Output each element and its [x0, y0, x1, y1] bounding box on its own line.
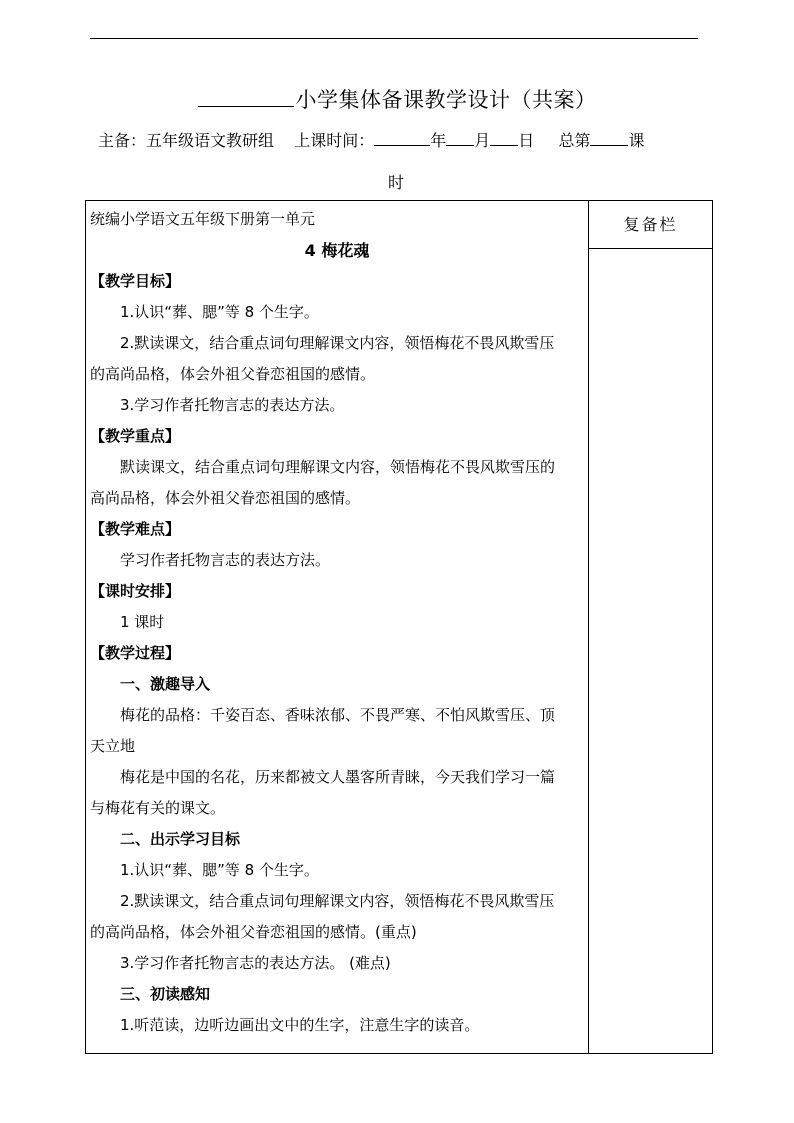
lesson-label-continued: 时 [388, 173, 405, 192]
month-blank [446, 129, 474, 146]
lesson-info [98, 129, 698, 151]
section-heading: 【教学过程】 [90, 644, 181, 662]
section-heading: 【教学目标】 [90, 272, 181, 290]
section-heading: 【课时安排】 [90, 582, 181, 600]
lesson-content [90, 204, 584, 1041]
total-label: 总第 [558, 131, 591, 150]
text-line: 的高尚品格，体会外祖父眷恋祖国的感情。(重点) [90, 923, 417, 941]
time-label: 上课时间： [294, 131, 375, 150]
text-line: 与梅花有关的课文。 [90, 799, 226, 817]
section-heading: 【教学重点】 [90, 427, 181, 445]
text-line: 高尚品格，体会外祖父眷恋祖国的感情。 [90, 489, 361, 507]
text-line: 1.听范读，边听边画出文中的生字，注意生字的读音。 [120, 1016, 480, 1034]
text-line: 3.学习作者托物言志的表达方法。 [120, 396, 345, 414]
day-blank [490, 129, 518, 146]
school-name-blank [198, 86, 294, 107]
lesson-title: 4 梅花魂 [304, 241, 370, 260]
day-label: 日 [518, 131, 535, 150]
section-heading: 【教学难点】 [90, 520, 181, 538]
document-title [0, 84, 794, 114]
text-line: 的高尚品格，体会外祖父眷恋祖国的感情。 [90, 365, 376, 383]
text-line: 默读课文，结合重点词句理解课文内容，领悟梅花不畏风欺雪压的 [120, 458, 556, 476]
year-label: 年 [430, 131, 447, 150]
month-label: 月 [474, 131, 491, 150]
review-column-header: 复备栏 [623, 215, 678, 234]
text-line: 2.默读课文，结合重点词句理解课文内容，领悟梅花不畏风欺雪压 [120, 334, 555, 352]
year-blank [374, 129, 430, 146]
lesson-count-blank [590, 129, 628, 146]
unit-line: 统编小学语文五年级下册第一单元 [90, 210, 316, 228]
text-line: 1 课时 [120, 613, 165, 631]
text-line: 梅花的品格：千姿百态、香味浓郁、不畏严寒、不怕风欺雪压、顶 [120, 706, 556, 724]
host-label: 主备：五年级语文教研组 [98, 131, 275, 150]
text-line: 2.默读课文，结合重点词句理解课文内容，领悟梅花不畏风欺雪压 [120, 892, 555, 910]
subsection-heading: 三、初读感知 [120, 985, 211, 1003]
text-line: 1.认识“葬、腮”等 8 个生字。 [120, 861, 319, 879]
text-line: 学习作者托物言志的表达方法。 [120, 551, 331, 569]
header-rule [90, 38, 698, 39]
text-line: 3.学习作者托物言志的表达方法。 (难点) [120, 954, 391, 972]
text-line: 梅花是中国的名花，历来都被文人墨客所青睐，今天我们学习一篇 [120, 768, 556, 786]
subsection-heading: 二、出示学习目标 [120, 830, 241, 848]
text-line: 天立地 [90, 737, 136, 755]
subsection-heading: 一、激趣导入 [120, 675, 211, 693]
lesson-label: 课 [628, 131, 645, 150]
side-header-rule [588, 248, 713, 249]
text-line: 1.认识“葬、腮”等 8 个生字。 [120, 303, 319, 321]
title-text: 小学集体备课教学设计（共案） [295, 88, 597, 112]
table-column-divider [588, 200, 589, 1054]
